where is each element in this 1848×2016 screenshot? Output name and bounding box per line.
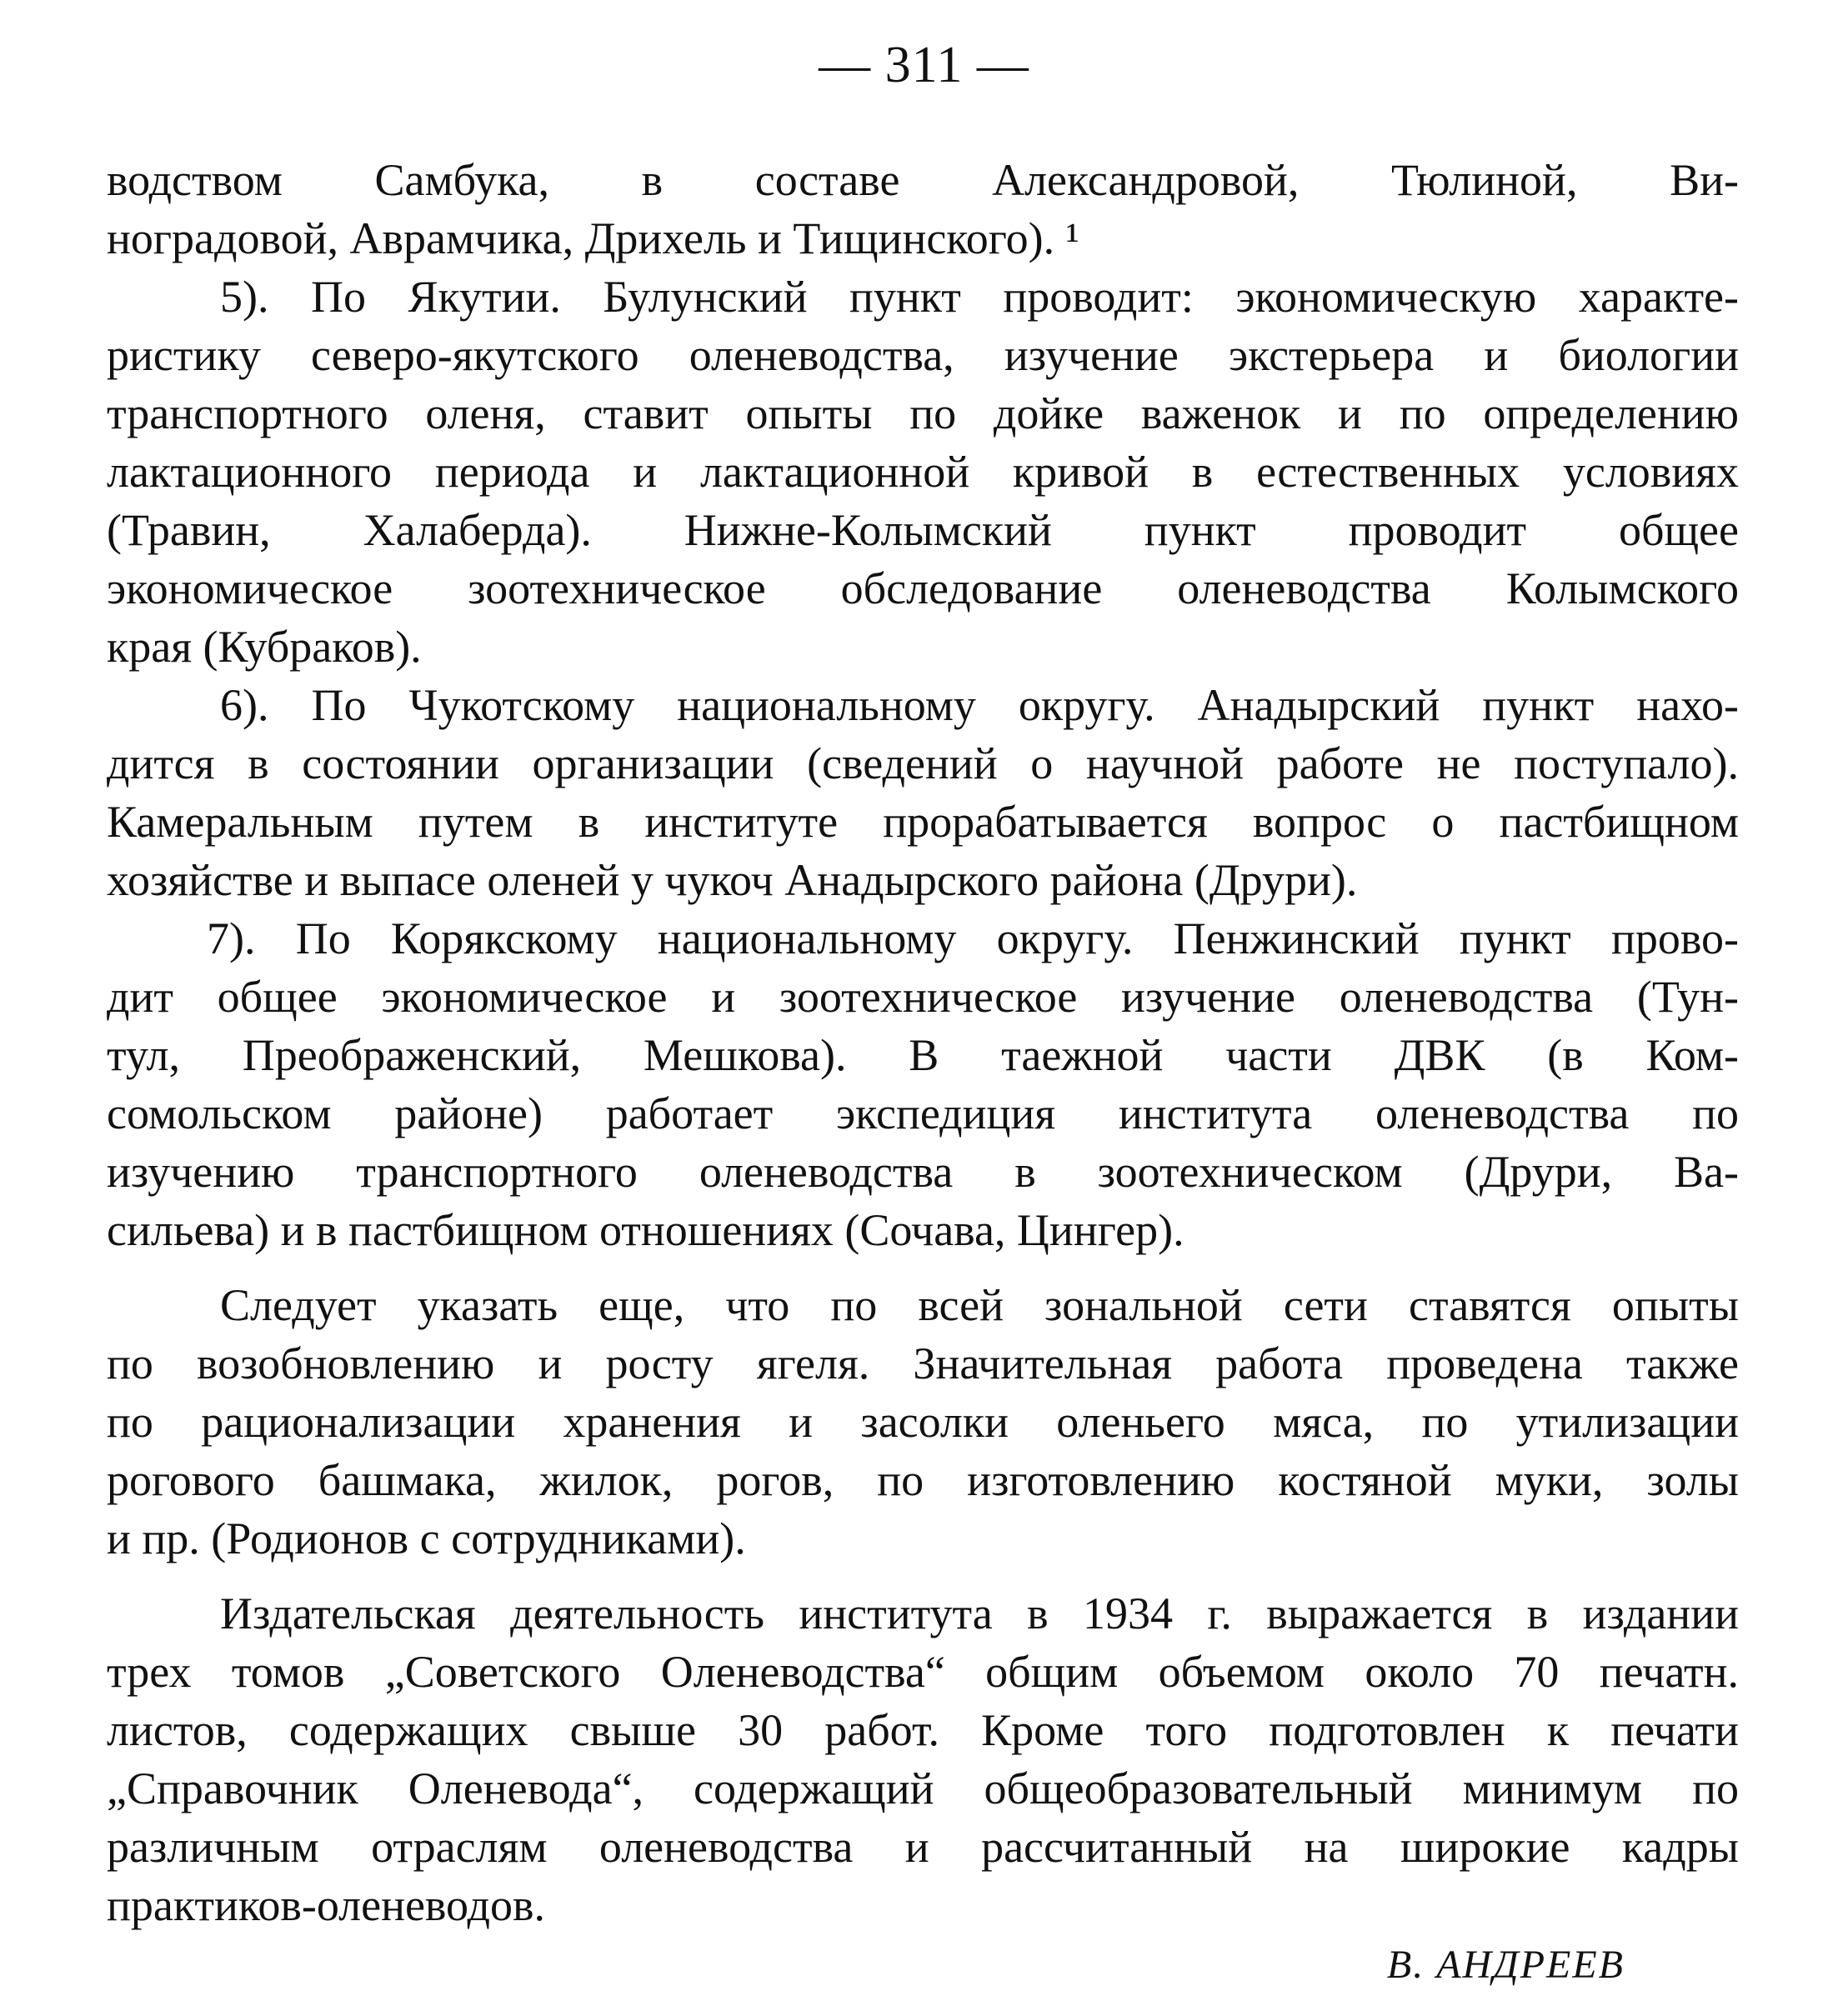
text-line: ноградовой, Аврамчика, Дрихель и Тищинского). ¹ bbox=[107, 213, 1079, 263]
text-line: изучению транспортного оленеводства в зоотехническом (Друри, Ва- bbox=[107, 1147, 1739, 1197]
text-line: по рационализации хранения и засолки оленьего мяса, по утилизации bbox=[107, 1397, 1739, 1447]
text-line: водством Самбука, в составе Александровой, Тюлиной, Ви- bbox=[107, 155, 1739, 205]
author-signature: В. АНДРЕЕВ bbox=[1386, 1943, 1625, 1987]
text-line: сомольском районе) работает экспедиция института оленеводства по bbox=[107, 1088, 1739, 1138]
text-line: 6). По Чукотскому национальному округу. Анадырский пункт нахо- bbox=[220, 680, 1739, 730]
text-line: Следует указать еще, что по всей зональной сети ставятся опыты bbox=[220, 1280, 1739, 1330]
text-line: сильева) и в пастбищном отношениях (Сочава, Цингер). bbox=[107, 1205, 1184, 1255]
text-line: дит общее экономическое и зоотехническое изучение оленеводства (Тун- bbox=[107, 972, 1739, 1022]
text-line: Издательская деятельность института в 1934 г. выражается в издании bbox=[220, 1588, 1739, 1638]
text-line: хозяйстве и выпасе оленей у чукоч Анадырского района (Друри). bbox=[107, 855, 1358, 905]
text-line: 5). По Якутии. Булунский пункт проводит: экономическую характе- bbox=[220, 272, 1739, 322]
text-line: рогового башмака, жилок, рогов, по изготовлению костяной муки, золы bbox=[107, 1455, 1739, 1505]
text-line: и пр. (Родионов с сотрудниками). bbox=[107, 1513, 746, 1563]
text-line: края (Кубраков). bbox=[107, 622, 422, 672]
paragraph-gap bbox=[107, 1259, 1739, 1276]
text-line: ристику северо-якутского оленеводства, изучение экстерьера и биологии bbox=[107, 330, 1739, 380]
text-line: различным отраслям оленеводства и рассчитанный на широкие кадры bbox=[107, 1822, 1739, 1872]
text-line: тул, Преображенский, Мешкова). В таежной части ДВК (в Ком- bbox=[107, 1030, 1739, 1080]
body-text bbox=[107, 151, 1739, 1934]
text-line: Камеральным путем в институте прорабатывается вопрос о пастбищном bbox=[107, 797, 1739, 847]
text-line: дится в состоянии организации (сведений о научной работе не поступало). bbox=[107, 738, 1739, 788]
text-line: „Справочник Оленевода“, содержащий общеобразовательный минимум по bbox=[107, 1763, 1739, 1813]
text-line: трех томов „Советского Оленеводства“ общим объемом около 70 печатн. bbox=[107, 1647, 1739, 1697]
text-line: (Травин, Халаберда). Нижне-Колымский пункт проводит общее bbox=[107, 505, 1739, 555]
text-line: 7). По Корякскому национальному округу. Пенжинский пункт прово- bbox=[207, 913, 1739, 963]
page-number: — 311 — bbox=[819, 37, 1029, 93]
text-line: лактационного периода и лактационной кривой в естественных условиях bbox=[107, 447, 1739, 497]
text-line: по возобновлению и росту ягеля. Значительная работа проведена также bbox=[107, 1338, 1739, 1388]
paragraph-gap bbox=[107, 1568, 1739, 1584]
text-line: листов, содержащих свыше 30 работ. Кроме того подготовлен к печати bbox=[107, 1705, 1739, 1755]
text-line: практиков-оленеводов. bbox=[107, 1880, 545, 1930]
text-line: экономическое зоотехническое обследование оленеводства Колымского bbox=[107, 563, 1739, 613]
text-line: транспортного оленя, ставит опыты по дойке важенок и по определению bbox=[107, 388, 1739, 438]
